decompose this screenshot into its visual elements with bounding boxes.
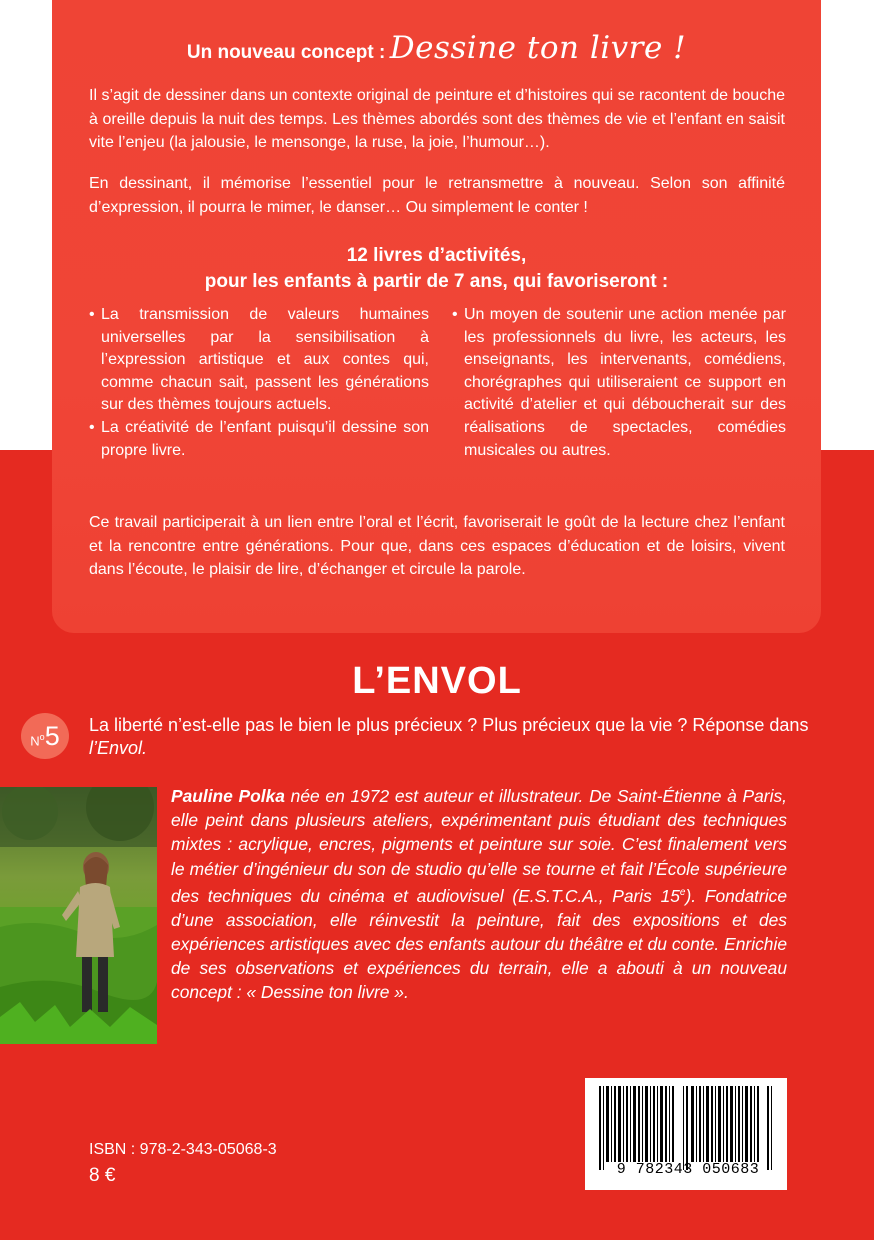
bullet-icon: •	[452, 306, 458, 323]
author-bio-text: née en 1972 est auteur et illustrateur. De Saint-Étienne à Paris, elle peint dans plusieurs ateliers, expérimentant puis étudiant des techniques mixtes : acrylique, encres, pigments et peinture sur soie. C’est finalement vers le métier d’ingénieur du son de studio qu’elle se tourne et fait l’École supérieure des techniques du cinéma et audiovisuel (E.S.T.C.A., Paris 15	[171, 786, 787, 906]
intro-paragraph: Il s’agit de dessiner dans un contexte original de peinture et d’histoires qui se racontent de bouche à oreille depuis la nuit des temps. Les thèmes abordés sont des thèmes de vie et l’enfant en saisit vite l’enjeu (la jalousie, le mensonge, la ruse, la joie, l’humour…).	[89, 87, 785, 151]
volume-number: 5	[44, 720, 60, 751]
volume-number-prefix	[30, 732, 44, 748]
author-photo-image	[0, 787, 157, 1044]
price-label: 8 €	[89, 1165, 116, 1186]
list-item	[89, 417, 429, 462]
volume-number-badge	[21, 713, 69, 759]
bullet-icon: •	[89, 418, 95, 436]
bullet-icon: •	[89, 306, 95, 323]
conclusion-paragraph: Ce travail participerait à un lien entre l’oral et l’écrit, favoriserait le goût de la lecture chez l’enfant et la rencontre entre générations. Pour que, dans ces espaces d’éducation et de loisirs, vivent dans l’écoute, le plaisir de lire, d’échanger et circule la parole.	[89, 514, 785, 578]
volume-prefix-letter: N	[30, 733, 40, 749]
benefits-right-column	[452, 304, 786, 462]
barcode-digits: 9 782343 050683	[616, 1161, 760, 1178]
activities-heading-line1: 12 livres d’activités,	[346, 245, 527, 266]
expression-paragraph: En dessinant, il mémorise l’essentiel pour le retransmettre à nouveau. Selon son affinité d’expression, il pourra le mimer, le danser… Ou simplement le conter !	[89, 175, 785, 216]
list-item	[89, 304, 429, 417]
concept-title-script: Dessine ton livre !	[389, 30, 687, 66]
concept-title-prefix: Un nouveau concept :	[186, 42, 386, 63]
author-name: Pauline Polka	[171, 786, 285, 806]
concept-card	[52, 0, 821, 633]
volume-prefix-sup: o	[39, 731, 45, 742]
author-photo	[0, 787, 157, 1044]
list-item-text: La créativité de l’enfant puisqu’il dessine son propre livre.	[101, 418, 429, 459]
activities-heading	[52, 243, 821, 295]
benefits-left-column	[89, 304, 429, 462]
author-bio	[171, 784, 787, 1005]
author-bio-superscript: e	[679, 886, 686, 898]
book-tagline-italic: l’Envol.	[89, 738, 148, 758]
list-item	[452, 304, 786, 462]
book-title: L’ENVOL	[352, 660, 522, 702]
concept-title	[52, 30, 821, 66]
activities-heading-line2: pour les enfants à partir de 7 ans, qui favoriseront :	[204, 271, 669, 292]
author-bio-text-end: ). Fondatrice d’une association, elle réinvestit la peinture, fait des expositions et des expériences artistiques avec des enfants autour du théâtre et du conte. Enrichie de ses observations et expériences du terrain, elle a abouti à un nouveau concept : « Dessine ton livre ».	[171, 885, 787, 1003]
list-item-text: La transmission de valeurs humaines universelles par la sensibilisation à l’expression artistique et aux contes qui, comme chacun sait, passent les générations sur des thèmes toujours actuels.	[101, 306, 429, 414]
list-item-text: Un moyen de soutenir une action menée par les professionnels du livre, les acteurs, les enseignants, les intervenants, comédiens, chorégraphes qui utiliseraient ce support en activité d’atelier et qui déboucherait sur des réalisations de spectacles, comédies musicales ou autres.	[464, 306, 786, 459]
isbn-label: ISBN : 978-2-343-05068-3	[89, 1141, 277, 1158]
book-tagline	[89, 714, 849, 760]
book-tagline-text: La liberté n’est-elle pas le bien le plus précieux ? Plus précieux que la vie ? Réponse dans	[89, 715, 809, 735]
